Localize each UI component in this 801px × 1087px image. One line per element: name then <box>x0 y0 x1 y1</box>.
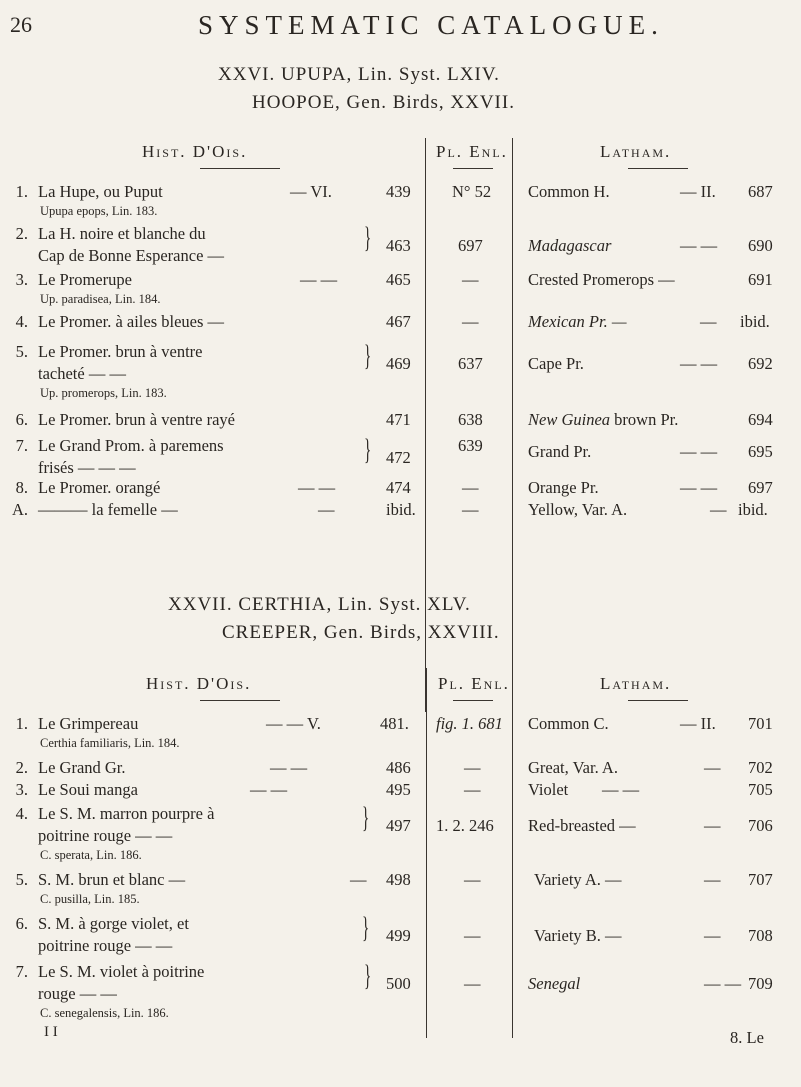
latham-name: Violet <box>528 780 569 799</box>
plate-ref: 637 <box>458 354 483 373</box>
col-head-latham: Latham. <box>600 142 672 161</box>
volume: — — V. <box>266 714 321 733</box>
page-ref: 471 <box>386 410 411 429</box>
linnaean-name: Up. paradisea, Lin. 184. <box>40 292 161 306</box>
page-ref: 498 <box>386 870 411 889</box>
linnaean-name: Certhia familiaris, Lin. 184. <box>40 736 180 750</box>
brace: } <box>364 221 372 254</box>
species-name: La Hupe, ou Puput <box>38 182 163 201</box>
plate-ref: 1. 2. 246 <box>436 816 494 835</box>
latham-name: Common H. <box>528 182 610 201</box>
plate-ref: — <box>464 870 481 889</box>
species-name: La H. noire et blanche du <box>38 224 206 243</box>
latham-name: Variety B. — <box>534 926 622 945</box>
row-number: 7. <box>15 962 28 981</box>
brace: } <box>362 801 370 834</box>
plate-ref: — <box>464 780 481 799</box>
col-head-pl-enl: Pl. Enl. <box>438 674 510 693</box>
rule <box>628 700 688 701</box>
plate-ref: — <box>464 974 481 993</box>
page-ref: 499 <box>386 926 411 945</box>
section-1-title: XXVI. UPUPA, Lin. Syst. LXIV. <box>218 64 500 85</box>
page-ref: 481. <box>380 714 409 733</box>
species-name: ——— la femelle — <box>38 500 178 519</box>
latham-volume: — — <box>680 354 718 373</box>
latham-page: 691 <box>748 270 773 289</box>
species-name-cont: rouge — — <box>38 984 117 1003</box>
plate-ref: 697 <box>458 236 483 255</box>
latham-name: Madagascar <box>528 236 612 255</box>
latham-page: 706 <box>748 816 773 835</box>
species-name: Le S. M. marron pourpre à <box>38 804 215 823</box>
row-number: 1. <box>15 182 28 201</box>
latham-name: New Guinea brown Pr. <box>528 410 679 429</box>
latham-page: 687 <box>748 182 773 201</box>
section-1-subtitle: HOOPOE, Gen. Birds, XXVII. <box>252 92 515 113</box>
page-ref: 469 <box>386 354 411 373</box>
section-2-subtitle: CREEPER, Gen. Birds, XXVIII. <box>222 622 500 643</box>
brace: } <box>364 959 372 992</box>
latham-volume: — — <box>704 974 742 993</box>
col-head-buffon: Hist. D'Ois. <box>142 142 248 161</box>
col-head-latham: Latham. <box>600 674 672 693</box>
row-number: 1. <box>15 714 28 733</box>
latham-name: Mexican Pr. — <box>528 312 627 331</box>
latham-volume: — <box>704 926 721 945</box>
page-number: 26 <box>10 12 32 37</box>
row-number: 5. <box>15 342 28 361</box>
species-name: Le Promer. brun à ventre <box>38 342 203 361</box>
latham-volume: — <box>704 758 721 777</box>
species-name: Le Grimpereau <box>38 714 139 733</box>
species-name: Le Soui manga <box>38 780 138 799</box>
species-name: S. M. à gorge violet, et <box>38 914 189 933</box>
col-head-pl-enl: Pl. Enl. <box>436 142 508 161</box>
page-ref: 465 <box>386 270 411 289</box>
latham-name: Variety A. — <box>534 870 622 889</box>
latham-page: 708 <box>748 926 773 945</box>
catchword: 8. Le <box>730 1028 764 1047</box>
latham-volume: — II. <box>680 714 716 733</box>
species-name-cont: poitrine rouge — — <box>38 936 173 955</box>
volume: — — <box>298 478 336 497</box>
page-ref: 500 <box>386 974 411 993</box>
rule <box>453 700 493 701</box>
species-name: Le Promer. orangé <box>38 478 161 497</box>
rule <box>453 168 493 169</box>
row-number: A. <box>11 500 28 519</box>
species-name: Le Grand Prom. à paremens <box>38 436 224 455</box>
latham-name: Cape Pr. <box>528 354 584 373</box>
latham-page: 695 <box>748 442 773 461</box>
plate-ref: — <box>462 500 479 519</box>
species-name: Le Promer. brun à ventre rayé <box>38 410 236 429</box>
volume: — VI. <box>290 182 332 201</box>
page-ref: 486 <box>386 758 411 777</box>
latham-page: 705 <box>748 780 773 799</box>
volume: — <box>350 870 367 889</box>
page-ref: 495 <box>386 780 411 799</box>
latham-page: ibid. <box>740 312 770 331</box>
section-2-title: XXVII. CERTHIA, Lin. Syst. XLV. <box>168 594 471 615</box>
col-head-buffon: Hist. D'Ois. <box>146 674 252 693</box>
volume: — — <box>300 270 338 289</box>
species-name-cont: Cap de Bonne Esperance — <box>38 246 225 265</box>
latham-page: 692 <box>748 354 773 373</box>
species-name-cont: frisés — — — <box>38 458 136 477</box>
column-divider <box>512 138 513 712</box>
brace: } <box>364 433 372 466</box>
row-number: 2. <box>15 758 28 777</box>
page-ref: 439 <box>386 182 411 201</box>
linnaean-name: C. senegalensis, Lin. 186. <box>40 1006 169 1020</box>
latham-volume: — — <box>680 236 718 255</box>
plate-ref: fig. 1. 681 <box>436 714 503 733</box>
species-name: Le Promer. à ailes bleues — <box>38 312 225 331</box>
plate-ref: 638 <box>458 410 483 429</box>
latham-page: 702 <box>748 758 773 777</box>
plate-ref: — <box>464 926 481 945</box>
latham-volume: — II. <box>680 182 716 201</box>
species-name: Le Promerupe <box>38 270 132 289</box>
species-name: Le S. M. violet à poitrine <box>38 962 205 981</box>
species-name-cont: tacheté — — <box>38 364 126 383</box>
latham-volume: — <box>704 816 721 835</box>
row-number: 7. <box>15 436 28 455</box>
row-number: 4. <box>15 312 28 331</box>
linnaean-name: Upupa epops, Lin. 183. <box>40 204 158 218</box>
row-number: 6. <box>15 914 28 933</box>
row-number: 8. <box>15 478 28 497</box>
row-number: 6. <box>15 410 28 429</box>
plate-ref: — <box>462 312 479 331</box>
rule <box>200 168 280 169</box>
latham-page: ibid. <box>738 500 768 519</box>
latham-volume: — — <box>680 442 718 461</box>
volume: — — <box>250 780 288 799</box>
row-number: 5. <box>15 870 28 889</box>
plate-ref: N° 52 <box>452 182 492 201</box>
linnaean-name: C. sperata, Lin. 186. <box>40 848 142 862</box>
latham-volume: — <box>710 500 727 519</box>
latham-name: Yellow, Var. A. <box>528 500 628 519</box>
page-ref: ibid. <box>386 500 416 519</box>
page-ref: 472 <box>386 448 411 467</box>
latham-name: Red-breasted — <box>528 816 636 835</box>
latham-page: 709 <box>748 974 773 993</box>
latham-page: 690 <box>748 236 773 255</box>
plate-ref: — <box>462 270 479 289</box>
latham-volume: — — <box>602 780 640 799</box>
page-ref: 463 <box>386 236 411 255</box>
linnaean-name: Up. promerops, Lin. 183. <box>40 386 167 400</box>
latham-volume: — <box>700 312 717 331</box>
row-number: 3. <box>15 270 28 289</box>
latham-name: Senegal <box>528 974 581 993</box>
species-name: S. M. brun et blanc — <box>38 870 186 889</box>
latham-page: 701 <box>748 714 773 733</box>
row-number: 4. <box>15 804 28 823</box>
page-ref: 467 <box>386 312 411 331</box>
latham-name: Grand Pr. <box>528 442 592 461</box>
species-name: Le Grand Gr. <box>38 758 126 777</box>
latham-page: 697 <box>748 478 773 497</box>
species-name-cont: poitrine rouge — — <box>38 826 173 845</box>
column-divider <box>426 668 427 1038</box>
plate-ref: — <box>464 758 481 777</box>
latham-page: 694 <box>748 410 773 429</box>
latham-name: Crested Promerops — <box>528 270 675 289</box>
plate-ref: — <box>462 478 479 497</box>
latham-name: Great, Var. A. <box>528 758 618 777</box>
latham-volume: — <box>704 870 721 889</box>
column-divider <box>512 668 513 1038</box>
signature-mark: I I <box>44 1024 58 1040</box>
brace: } <box>362 911 370 944</box>
latham-page: 707 <box>748 870 773 889</box>
volume: — — <box>270 758 308 777</box>
linnaean-name: C. pusilla, Lin. 185. <box>40 892 140 906</box>
rule <box>200 700 280 701</box>
page-ref: 497 <box>386 816 411 835</box>
latham-name: Common C. <box>528 714 609 733</box>
row-number: 3. <box>15 780 28 799</box>
brace: } <box>364 339 372 372</box>
volume: — <box>318 500 335 519</box>
latham-name: Orange Pr. <box>528 478 599 497</box>
latham-volume: — — <box>680 478 718 497</box>
plate-ref: 639 <box>458 436 483 455</box>
page-ref: 474 <box>386 478 411 497</box>
row-number: 2. <box>15 224 28 243</box>
running-head: SYSTEMATIC CATALOGUE. <box>198 10 664 40</box>
rule <box>628 168 688 169</box>
